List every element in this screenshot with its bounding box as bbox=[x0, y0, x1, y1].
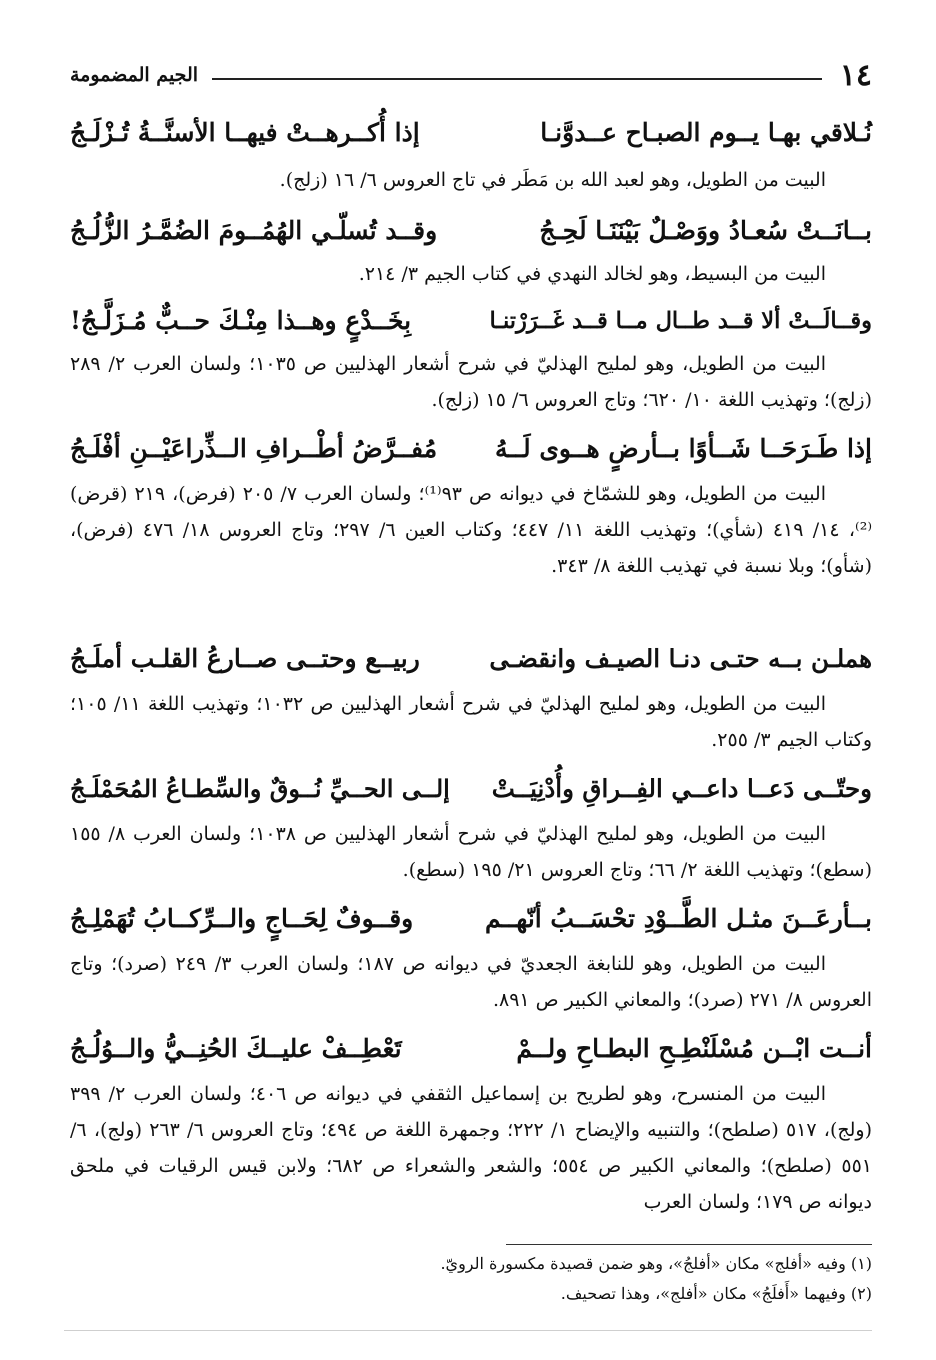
verse-note: البيت من الطويل، وهو للشمّاخ في ديوانه ص ٩٣⁽¹⁾؛ ولسان العرب ٧/ ٢٠٥ (فرض)، ٢١٩ (قرض)⁽²⁾، ١٤/ ٤١٩ (شأي)؛ وتهذيب اللغة ١١/ ٤٤٧؛ وكتاب العين ٦/ ٢٩٧؛ وتاج العروس ١٨/ ٤٧٦ (فرض)، (شأو)؛ وبلا نسبة في تهذيب اللغة ٨/ ٣٤٣. bbox=[70, 483, 872, 577]
footnote: (٢) وفيهما «أَفلَجُ» مكان «أفلج»، وهذا تصحيف. bbox=[560, 1284, 872, 1303]
verse-first-hemistich: نُـلاقي بهـا يــوم الصبـاح عــدوَّنـا bbox=[540, 118, 872, 147]
verse-note: البيت من الطويل، وهو لمليح الهذليّ في شرح أشعار الهذليين ص ١٠٣٥؛ ولسان العرب ٢/ ٢٨٩ (زلج)؛ وتهذيب اللغة ١٠/ ٦٢٠؛ وتاج العروس ٦/ ١٥ (زلج). bbox=[70, 353, 872, 411]
header-rule bbox=[212, 78, 822, 80]
verse-line bbox=[70, 764, 872, 814]
verse-second-hemistich: مُفــرَّضُ أطْــرافِ الــذِّراعَيْــنِ أفْلَـجُ bbox=[70, 434, 438, 463]
running-title: الجيم المضمومة bbox=[70, 64, 199, 86]
verse-line bbox=[70, 296, 872, 346]
verse-second-hemistich: ربيــع وحتــى صــارعُ القلـب أملَـجُ bbox=[70, 644, 420, 673]
verse-line bbox=[70, 1024, 872, 1074]
verse-line bbox=[70, 634, 872, 684]
verse-line bbox=[70, 206, 872, 256]
verse-line bbox=[70, 108, 872, 158]
verse-note: البيت من الطويل، وهو للنابغة الجعديّ في ديوانه ص ١٨٧؛ ولسان العرب ٣/ ٢٤٩ (صرد)؛ وتاج العروس ٨/ ٢٧١ (صرد)؛ والمعاني الكبير ص ٨٩١. bbox=[70, 953, 872, 1011]
verse-first-hemistich: هملـن بــه حتـى دنـا الصيـف وانقضـى bbox=[489, 644, 872, 673]
verse-first-hemistich: وقــالَــتْ ألا قــد طــال مــا قــد غَــرَرْتنـا bbox=[489, 308, 872, 334]
page-header bbox=[70, 56, 872, 96]
verse-first-hemistich: بــأرعَــنَ مثـل الطَّــوْدِ تحْسَــبُ أنّهــم bbox=[485, 904, 872, 933]
verse-second-hemistich: وقــوفٌ لِحَــاجٍ والــرِّكــابُ تُهَمْلِـجُ bbox=[70, 904, 414, 933]
verse-first-hemistich: وحتّــى دَعــا داعــي الفِــراقِ وأُدْنِيَــتْ bbox=[491, 774, 872, 803]
page-number: ١٤ bbox=[839, 58, 872, 93]
verse-second-hemistich: تَعْطِــفْ عليــكَ الحُنِــيُّ والــوُلُـجُ bbox=[70, 1034, 402, 1063]
verse-note: البيت من الطويل، وهو لعبد الله بن مَطَر في تاج العروس ٦/ ١٦ (زلج). bbox=[279, 169, 826, 191]
verse-first-hemistich: أنــت ابْــن مُسْلَنْطِـحِ البطـاحِ ولــمْ bbox=[516, 1034, 872, 1063]
verse-second-hemistich: وقــد تُسلّـي الهُمُــومَ الضُمَّـرُ الزُّلُـجُ bbox=[70, 216, 438, 245]
verse-first-hemistich: بــانَــتْ سُعـادُ ووَصْـلٌ بَيْنَنَـا لَحِـجُ bbox=[539, 216, 872, 245]
verse-note: البيت من البسيط، وهو لخالد النهدي في كتاب الجيم ٣/ ٢١٤. bbox=[358, 263, 826, 285]
verse-line bbox=[70, 424, 872, 474]
footnote: (١) وفيه «أفلج» مكان «أفلجُ»، وهو ضمن قصيدة مكسورة الرويّ. bbox=[440, 1254, 872, 1273]
page-bottom-edge bbox=[64, 1330, 872, 1331]
verse-second-hemistich: بِخَــدْعٍ وهــذا مِنْـكَ حــبٌّ مُـزَلَّـجُ! bbox=[70, 306, 412, 335]
verse-note: البيت من الطويل، وهو لمليح الهذليّ في شرح أشعار الهذليين ص ١٠٣٨؛ ولسان العرب ٨/ ١٥٥ (سطع)؛ وتهذيب اللغة ٢/ ٦٦؛ وتاج العروس ٢١/ ١٩٥ (سطع). bbox=[70, 823, 872, 881]
verse-first-hemistich: إذا طَـرَحَــا شَــأوًا بــأرضٍ هــوى لَــهُ bbox=[494, 434, 872, 463]
verse-second-hemistich: إلــى الحــيِّ نُــوقٌ والسِّطـاعُ المُحَمْلَـجُ bbox=[70, 774, 450, 803]
verse-line bbox=[70, 894, 872, 944]
verse-note: البيت من المنسرح، وهو لطريح بن إسماعيل الثقفي في ديوانه ص ٤٠٦؛ ولسان العرب ٢/ ٣٩٩ (ولج)، ٥١٧ (صلطح)؛ والتنبيه والإيضاح ١/ ٢٢٢؛ وجمهرة اللغة ص ٤٩٤؛ وتاج العروس ٦/ ٢٦٣ (ولج)، ٦/ ٥٥١ (صلطح)؛ والمعاني الكبير ص ٥٥٤؛ والشعر والشعراء ص ٦٨٢؛ ولابن قيس الرقيات في ملحق ديوانه ص ١٧٩؛ ولسان العرب bbox=[70, 1083, 872, 1213]
verse-note: البيت من الطويل، وهو لمليح الهذليّ في شرح أشعار الهذليين ص ١٠٣٢؛ وتهذيب اللغة ١١/ ١٠٥؛ وكتاب الجيم ٣/ ٢٥٥. bbox=[70, 693, 872, 751]
verse-second-hemistich: إذا أُكــرهــتْ فيهــا الأسنَّــةُ تُـزْلَـجُ bbox=[70, 118, 420, 147]
footnote-rule bbox=[506, 1244, 872, 1245]
